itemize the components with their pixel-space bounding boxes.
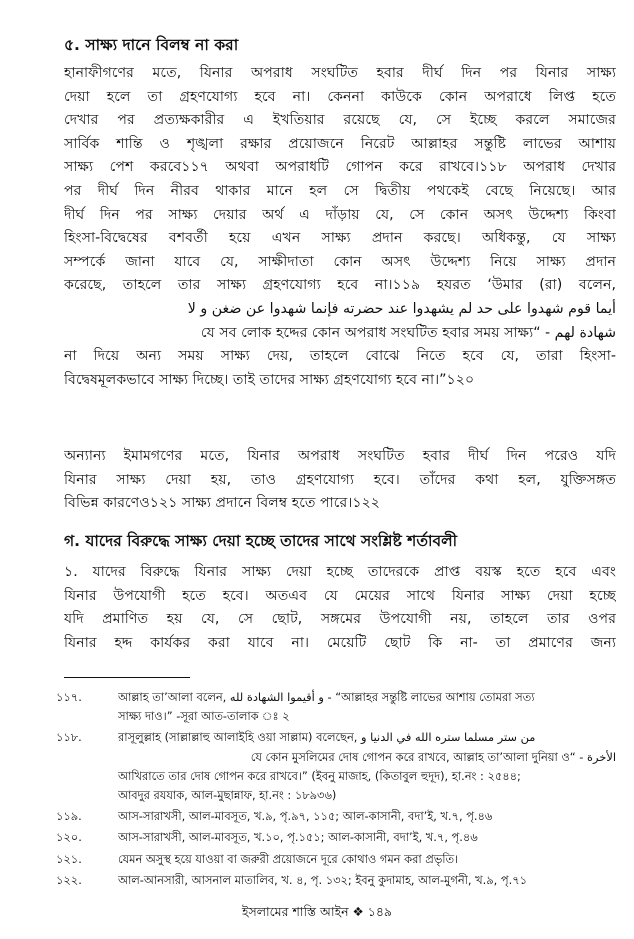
text-line: যিনার সাক্ষ্য দেয়া হয়, তাও গ্রহণযোগ্য হবে। তাঁদের কথা হল, যুক্তিসঙ্গত [64,471,616,488]
text-line: যিনার হদ্দ কার্যকর করা যাবে না। মেয়েটি ছোট কি না- তা প্রমাণের জন্য [64,634,616,651]
footnotes [56,688,616,892]
footnote-number: ১১৮. [56,730,82,745]
text-line: দেখার পর প্রত্যক্ষকারীর এ ইখতিয়ার রয়েছে যে, সে ইচ্ছে করলে সমাজের [64,112,616,129]
text-line: দীর্ঘ দিন পর সাক্ষ্য দেয়ার অর্থ এ দাঁড়ায় যে, সে কোন অসৎ উদ্দেশ্য কিংবা [64,206,616,223]
footnote-118 [56,728,616,805]
footnote-text: الأخرة - “যে কোন মুসলিমের দোষ গোপন করে রাখবে, আল্লাহ তা’আলা দুনিয়া ও [250,749,616,764]
footnote-number: ১১৯. [56,809,82,824]
footnote-text: আস-সারাখসী, আল-মাবসূত, খ.১০, পৃ.১৫১; আল-কাসানী, বদা’ই, খ.৭, পৃ.৪৬ [118,830,478,845]
footnote-number: ১২০. [56,830,82,845]
footnote-number: ১১৭. [56,690,82,704]
footnote-text: সাক্ষ্য দাও।” -সূরা আত-তালাক ঃ ২ [118,709,290,724]
text-line: বিদ্বেষমূলকভাবে সাক্ষ্য দিচ্ছে। তাই তাদের সাক্ষ্য গ্রহণযোগ্য হবে না।”১২০ [64,371,475,388]
text-line: পর দীর্ঘ দিন নীরব থাকার মানে হল সে দ্বিতীয় পথকেই বেছে নিয়েছে। আর [64,182,616,199]
page-footer: ইসলামের শাস্তি আইন ❖ ১৪৯ [241,904,393,919]
footnote-text: আস-সারাখসী, আল-মাবসূত, খ.৯, পৃ.৯৭, ১১৫; আল-কাসানী, বদা’ই, খ.৭, পৃ.৪৬ [118,809,493,824]
arabic-quote-line: أيما قوم شهدوا على حد لم يشهدوا عند حضرته فإنما شهدوا عن ضغن و لا [187,300,616,317]
footnote-text: আখিরাতে তার দোষ গোপন করে রাখবে।” (ইবনু মাজাহ, (কিতাবুল হুদূদ), হা.নং : ২৫৪৪; [118,768,521,783]
footnote-text: আবদুর রযযাক, আল-মুছান্নাফ, হা.নং : ১৮৯৩৬) [118,788,337,803]
paragraph-other-imams [64,445,616,516]
footnote-number: ১২১. [56,851,82,866]
section-heading-delay: ৫. সাক্ষ্য দানে বিলম্ব না করা [64,36,239,54]
text-line: সার্বিক শান্তি ও শৃঙ্খলা রক্ষার প্রয়োজনে নিরেট আল্লাহর সন্তুষ্টি লাভের আশায় [64,135,616,152]
text-line: সাক্ষ্য পেশ করবে১১৭ অথবা অপরাধটি গোপন করে রাখবে।১১৮ অপরাধ দেখার [64,159,616,176]
footnote-121 [56,850,616,869]
footnote-text: যেমন অসুস্থ হয়ে যাওয়া বা জরুরী প্রয়োজনে দূরে কোথাও গমন করা প্রভৃতি। [118,851,459,866]
footnote-divider [64,677,190,678]
text-line: হানাফীগণের মতে, যিনার অপরাধ সংঘটিত হবার দীর্ঘ দিন পর যিনার সাক্ষ্য [64,65,616,81]
paragraph-condition-one [64,561,616,655]
paragraph-hanafi-view [64,62,616,392]
footnote-text: আল্লাহ তা’আলা বলেন, و أقيموا الشهادة لله - “আল্লাহর সন্তুষ্টি লাভের আশায় তোমরা সত্য [118,690,535,704]
arabic-quote-line: شهادة لهم - “যে সব লোক হদ্দের কোন অপরাধ সংঘটিত হবার সময় সাক্ষ্য [200,324,616,341]
footnote-117 [56,688,616,726]
text-line: যিনার উপযোগী হতে হবে। অতএব যে মেয়ের সাথে যিনার সাক্ষ্য দেয়া হচ্ছে [64,587,616,604]
text-line: বিভিন্ন কারণেও১২১ সাক্ষ্য প্রদানে বিলম্ব হতে পারে।১২২ [64,495,381,512]
footnote-text: রাসূলুল্লাহ (সাল্লাল্লাহু আলাইহি ওয়া সাল্লাম) বলেছেন, من ستر مسلما ستره الله في الدنيا و [118,730,536,745]
footnote-number: ১২২. [56,872,82,887]
text-line: যদি প্রমাণিত হয় যে, সে ছোট, সঙ্গমের উপযোগী নয়, তাহলে তার ওপর [64,611,616,628]
text-line: না দিয়ে অন্য সময় সাক্ষ্য দেয়, তাহলে বোঝে নিতে হবে যে, তারা হিংসা- [64,348,616,365]
footnote-120 [56,828,616,847]
text-line: দেয়া হলে তা গ্রহণযোগ্য হবে না। কেননা কাউকে কোন অপরাধে লিপ্ত হতে [64,88,616,105]
text-line: ১. যাদের বিরুদ্ধে যিনার সাক্ষ্য দেয়া হচ্ছে তাদেরকে প্রাপ্ত বয়স্ক হতে হবে এবং [64,564,616,580]
text-line: সম্পর্কে জানা যাবে যে, সাক্ষীদাতা কোন অসৎ উদ্দেশ্য নিয়ে সাক্ষ্য প্রদান [64,253,616,270]
section-heading-conditions: গ. যাদের বিরুদ্ধে সাক্ষ্য দেয়া হচ্ছে তাদের সাথে সংশ্লিষ্ট শর্তাবলী [64,532,458,550]
text-line: অন্যান্য ইমামগণের মতে, যিনার অপরাধ সংঘটিত হবার দীর্ঘ দিন পরেও যদি [64,448,616,464]
text-line: হিংসা-বিদ্বেষের বশবর্তী হয়ে এখন সাক্ষ্য প্রদান করছে। অধিকন্তু, যে সাক্ষ্য [64,230,616,247]
footnote-119 [56,807,616,826]
text-line: করেছে, তাহলে তার সাক্ষ্য গ্রহণযোগ্য হবে না।১১৯ হযরত ‘উমার (রা) বলেন, [64,277,616,294]
footnote-text: আল-আনসারী, আসনাল মাতালিব, খ. ৪, পৃ. ১৩২; ইবনু কুদামাহ, আল-মুগনী, খ.৯, পৃ.৭১ [118,872,528,887]
footnote-122 [56,871,616,890]
